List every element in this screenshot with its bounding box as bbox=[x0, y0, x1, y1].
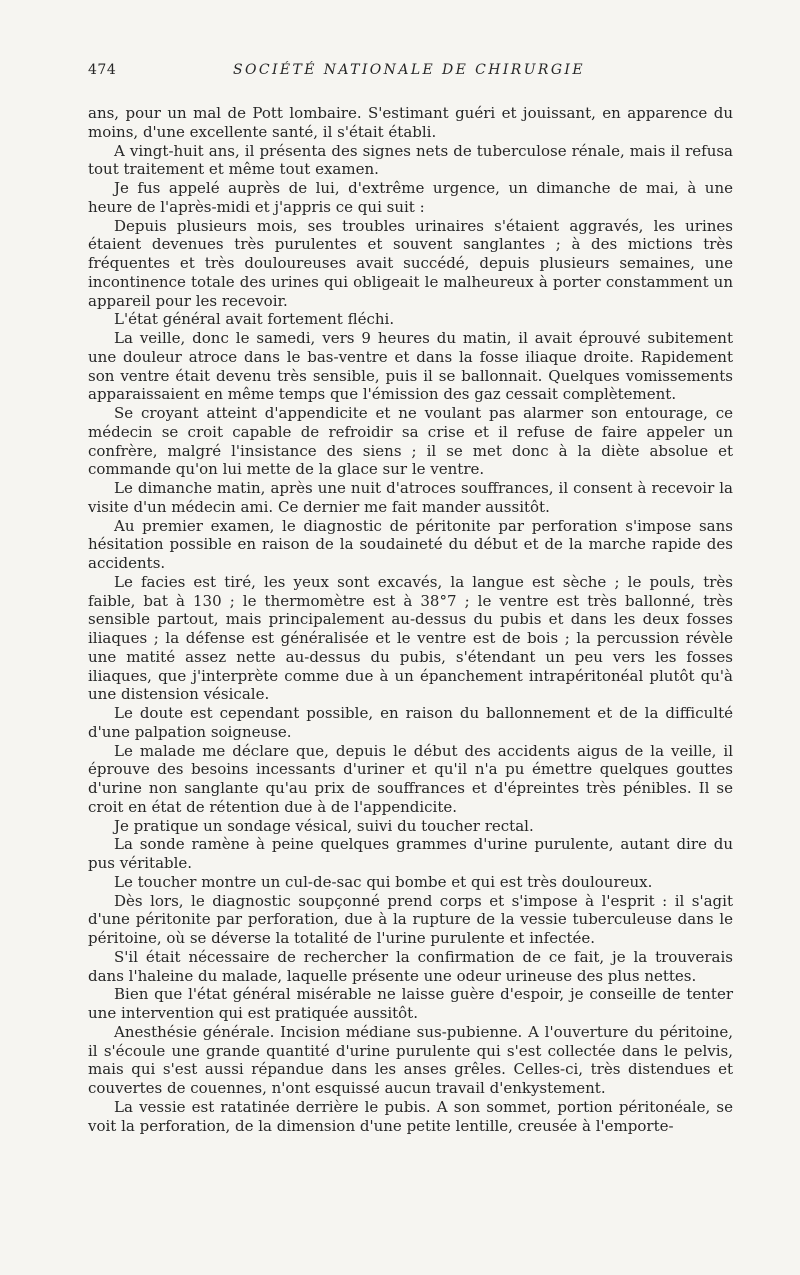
paragraph: La vessie est ratatinée derrière le pubis. A son sommet, portion péritonéale, se voit la perforation, de la dimension d'une petite lentille, creusée à l'emporte- bbox=[88, 1097, 733, 1135]
paragraph: Au premier examen, le diagnostic de péritonite par perforation s'impose sans hésitation possible en raison de la soudaineté du début et de la marche rapide des accidents. bbox=[88, 516, 733, 572]
running-title: SOCIÉTÉ NATIONALE DE CHIRURGIE bbox=[233, 62, 585, 78]
paragraph: Le facies est tiré, les yeux sont excavés, la langue est sèche ; le pouls, très faible, bat à 130 ; le thermomètre est à 38°7 ; le ventre est très ballonné, très sensible partout, mais principalement au-dessus du pubis et dans les deux fosses iliaques ; la défense est généralisée et le ventre est de bois ; la percussion révèle une matité assez nette au-dessus du pubis, s'étendant un peu vers les fosses iliaques, que j'interprète comme due à un épanchement intrapéritonéal plutôt qu'à une distension vésicale. bbox=[88, 572, 733, 704]
body-text bbox=[88, 104, 733, 1135]
paragraph: A vingt-huit ans, il présenta des signes nets de tuberculose rénale, mais il refusa tout traitement et même tout examen. bbox=[88, 141, 733, 179]
paragraph: Le toucher montre un cul-de-sac qui bombe et qui est très douloureux. bbox=[114, 872, 653, 891]
paragraph: Depuis plusieurs mois, ses troubles urinaires s'étaient aggravés, les urines étaient devenues très purulentes et souvent sanglantes ; à des mictions très fréquentes et très douloureuses avait succédé, depuis plusieurs semaines, une incontinence totale des urines qui obligeait le malheureux à porter constamment un appareil pour les recevoir. bbox=[88, 216, 733, 310]
paragraph: Je pratique un sondage vésical, suivi du toucher rectal. bbox=[114, 816, 534, 835]
paragraph: Dès lors, le diagnostic soupçonné prend corps et s'impose à l'esprit : il s'agit d'une péritonite par perforation, due à la rupture de la vessie tuberculeuse dans le péritoine, où se déverse la totalité de l'urine purulente et infectée. bbox=[88, 891, 733, 947]
paragraph: Bien que l'état général misérable ne laisse guère d'espoir, je conseille de tenter une intervention qui est pratiquée aussitôt. bbox=[88, 985, 733, 1022]
paragraph: Le doute est cependant possible, en raison du ballonnement et de la difficulté d'une palpation soigneuse. bbox=[88, 704, 733, 741]
paragraph: Anesthésie générale. Incision médiane sus-pubienne. A l'ouverture du péritoine, il s'écoule une grande quantité d'urine purulente qui s'est collectée dans le pelvis, mais qui s'est aussi répandue dans les anses grêles. Celles-ci, très distendues et couvertes de couennes, n'ont esquissé aucun travail d'enkystement. bbox=[88, 1022, 733, 1097]
paragraph: ans, pour un mal de Pott lombaire. S'estimant guéri et jouissant, en apparence du moins, d'une excellente santé, il s'était établi. bbox=[88, 104, 733, 141]
paragraph: La sonde ramène à peine quelques grammes d'urine purulente, autant dire du pus véritable. bbox=[88, 835, 733, 872]
paragraph: Je fus appelé auprès de lui, d'extrême urgence, un dimanche de mai, à une heure de l'après-midi et j'appris ce qui suit : bbox=[88, 179, 733, 216]
paragraph: S'il était nécessaire de rechercher la confirmation de ce fait, je la trouverais dans l'haleine du malade, laquelle présente une odeur urineuse des plus nettes. bbox=[88, 947, 733, 985]
page-header bbox=[88, 62, 733, 84]
paragraph: Le malade me déclare que, depuis le début des accidents aigus de la veille, il éprouve des besoins incessants d'uriner et qu'il n'a pu émettre quelques gouttes d'urine non sanglante qu'au prix de souffrances et d'épreintes très pénibles. Il se croit en état de rétention due à de l'appendicite. bbox=[88, 741, 733, 816]
paragraph: La veille, donc le samedi, vers 9 heures du matin, il avait éprouvé subitement une douleur atroce dans le bas-ventre et dans la fosse iliaque droite. Rapidement son ventre était devenu très sensible, puis il se ballonnait. Quelques vomissements apparaissaient en même temps que l'émission des gaz cessait complètement. bbox=[88, 329, 733, 404]
paragraph: L'état général avait fortement fléchi. bbox=[114, 310, 395, 329]
paragraph: Se croyant atteint d'appendicite et ne voulant pas alarmer son entourage, ce médecin se croit capable de refroidir sa crise et il refuse de faire appeler un confrère, malgré l'insistance des siens ; il se met donc à la diète absolue et commande qu'on lui mette de la glace sur le ventre. bbox=[88, 404, 733, 479]
paragraph: Le dimanche matin, après une nuit d'atroces souffrances, il consent à recevoir la visite d'un médecin ami. Ce dernier me fait mander aussitôt. bbox=[88, 479, 733, 516]
page-number: 474 bbox=[88, 62, 117, 78]
